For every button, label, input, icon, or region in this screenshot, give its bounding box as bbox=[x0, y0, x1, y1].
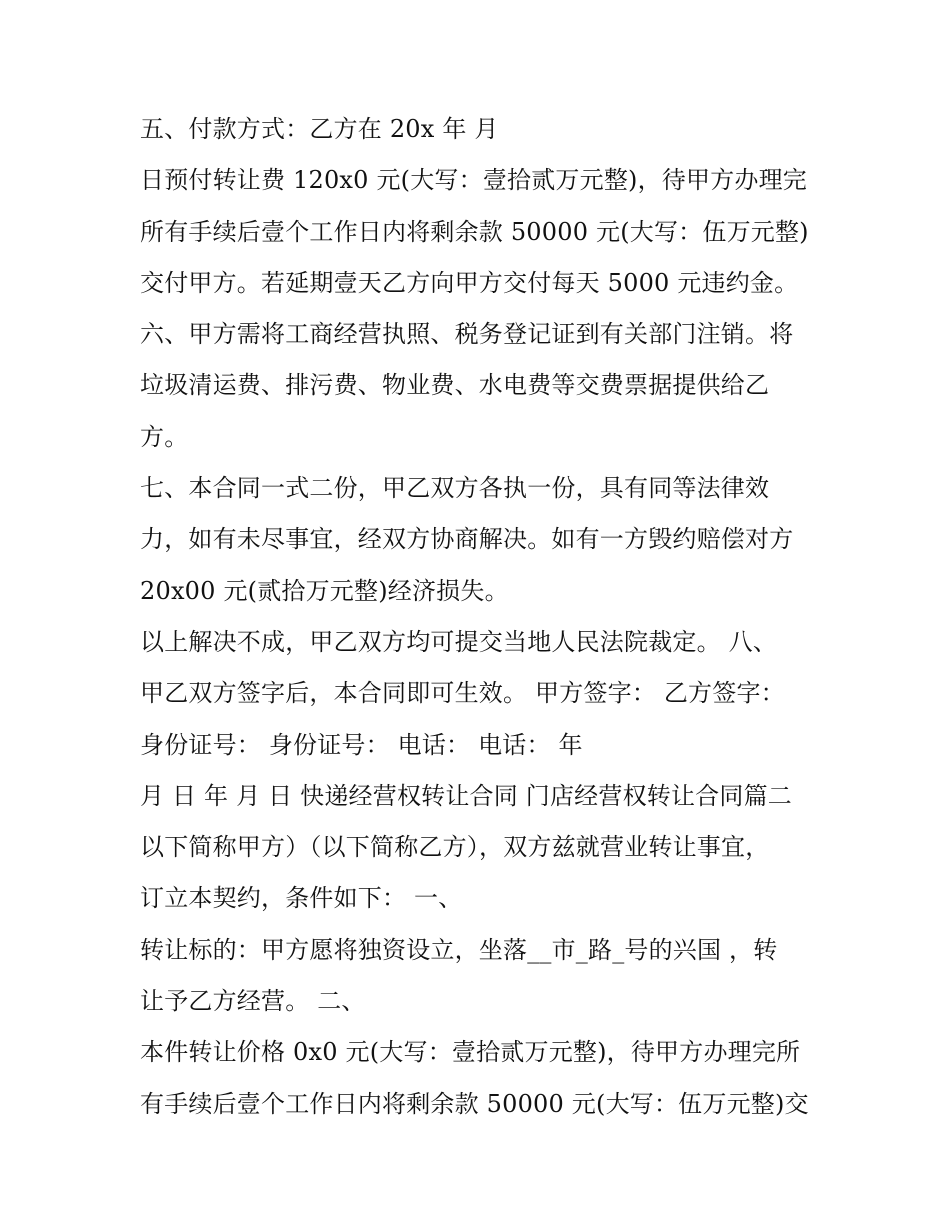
text-line: 身份证号： 身份证号： 电话： 电话： 年 bbox=[140, 730, 583, 759]
text-line: 让予乙方经营。 二、 bbox=[140, 987, 366, 1016]
text-line: 日预付转让费 120x0 元(大写：壹拾贰万元整)，待甲方办理完 bbox=[140, 166, 807, 195]
text-line: 力，如有未尽事宜，经双方协商解决。如有一方毁约赔偿对方 bbox=[140, 525, 794, 554]
text-line: 所有手续后壹个工作日内将剩余款 50000 元(大写：伍万元整) bbox=[140, 217, 809, 246]
document-body bbox=[140, 112, 820, 1138]
text-line: 本件转让价格 0x0 元(大写：壹拾贰万元整)，待甲方办理完所 bbox=[140, 1038, 801, 1067]
text-line: 月 日 年 月 日 快递经营权转让合同 门店经营权转让合同篇二 bbox=[140, 781, 792, 810]
text-line: 转让标的：甲方愿将独资设立，坐落__市_路_号的兴国 ，转 bbox=[140, 935, 778, 964]
text-line: 甲乙双方签字后，本合同即可生效。 甲方签字： 乙方签字： bbox=[140, 679, 785, 708]
text-line: 以下简称甲方）（以下简称乙方），双方兹就营业转让事宜， bbox=[140, 833, 770, 862]
text-line: 六、甲方需将工商经营执照、税务登记证到有关部门注销。将 bbox=[140, 320, 794, 349]
text-line: 方。 bbox=[140, 422, 189, 451]
text-line: 垃圾清运费、排污费、物业费、水电费等交费票据提供给乙 bbox=[140, 371, 770, 400]
text-line: 有手续后壹个工作日内将剩余款 50000 元(大写：伍万元整)交 bbox=[140, 1089, 809, 1118]
text-line: 订立本契约，条件如下： 一、 bbox=[140, 884, 463, 913]
text-line: 以上解决不成，甲乙双方均可提交当地人民法院裁定。 八、 bbox=[140, 627, 778, 656]
text-line: 20x00 元(贰拾万元整)经济损失。 bbox=[140, 576, 509, 605]
text-line: 五、付款方式：乙方在 20x 年 月 bbox=[140, 115, 499, 143]
text-line: 七、本合同一式二份，甲乙双方各执一份，具有同等法律效 bbox=[140, 474, 770, 503]
text-line: 交付甲方。若延期壹天乙方向甲方交付每天 5000 元违约金。 bbox=[140, 268, 799, 297]
